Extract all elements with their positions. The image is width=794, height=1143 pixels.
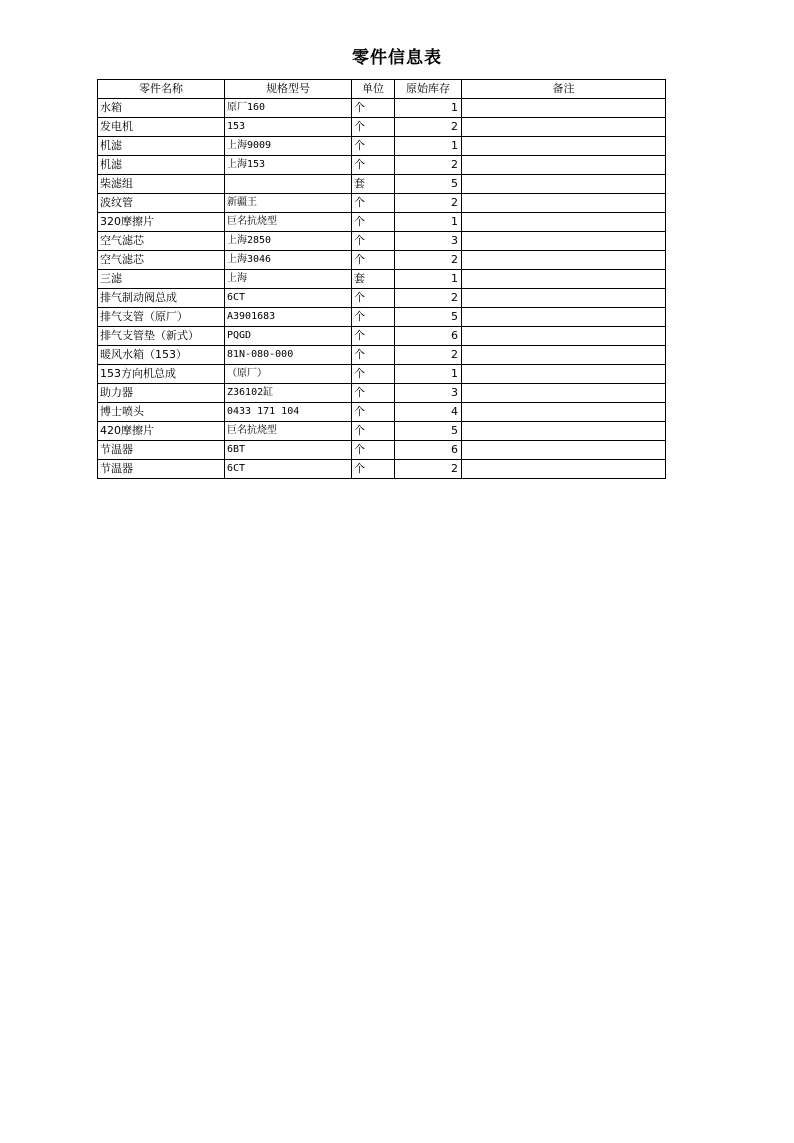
table-row — [98, 137, 666, 156]
cell-name: 153方向机总成 — [98, 365, 225, 384]
cell-spec: 6BT — [225, 441, 352, 460]
cell-name: 排气支管垫（新式） — [98, 327, 225, 346]
table-row — [98, 270, 666, 289]
table-row — [98, 422, 666, 441]
cell-name: 排气制动阀总成 — [98, 289, 225, 308]
cell-unit: 个 — [352, 156, 395, 175]
cell-name: 博士喷头 — [98, 403, 225, 422]
cell-name: 发电机 — [98, 118, 225, 137]
table-header-row — [98, 80, 666, 99]
cell-note — [462, 422, 666, 441]
table-row — [98, 99, 666, 118]
column-header-stock: 原始库存 — [395, 80, 462, 99]
cell-note — [462, 346, 666, 365]
cell-name: 排气支管（原厂） — [98, 308, 225, 327]
table-row — [98, 289, 666, 308]
table-row — [98, 365, 666, 384]
cell-note — [462, 289, 666, 308]
cell-stock: 5 — [395, 308, 462, 327]
cell-stock: 1 — [395, 365, 462, 384]
cell-stock: 1 — [395, 99, 462, 118]
table-row — [98, 118, 666, 137]
cell-spec: 巨名抗烧型 — [225, 422, 352, 441]
cell-spec: 原厂160 — [225, 99, 352, 118]
cell-name: 420摩擦片 — [98, 422, 225, 441]
table-row — [98, 327, 666, 346]
cell-unit: 个 — [352, 213, 395, 232]
cell-stock: 4 — [395, 403, 462, 422]
cell-name: 水箱 — [98, 99, 225, 118]
cell-note — [462, 156, 666, 175]
table-row — [98, 308, 666, 327]
cell-note — [462, 175, 666, 194]
cell-note — [462, 194, 666, 213]
cell-note — [462, 232, 666, 251]
cell-unit: 个 — [352, 137, 395, 156]
cell-unit: 个 — [352, 251, 395, 270]
cell-note — [462, 213, 666, 232]
cell-spec: Z36102缸 — [225, 384, 352, 403]
cell-unit: 个 — [352, 384, 395, 403]
table-row — [98, 384, 666, 403]
table-row — [98, 175, 666, 194]
table-row — [98, 251, 666, 270]
cell-unit: 个 — [352, 403, 395, 422]
cell-note — [462, 270, 666, 289]
cell-unit: 个 — [352, 194, 395, 213]
cell-stock: 6 — [395, 441, 462, 460]
cell-note — [462, 137, 666, 156]
cell-spec: 0433 171 104 — [225, 403, 352, 422]
cell-spec: 6CT — [225, 289, 352, 308]
cell-unit: 个 — [352, 441, 395, 460]
cell-note — [462, 365, 666, 384]
cell-spec: 上海153 — [225, 156, 352, 175]
cell-unit: 个 — [352, 232, 395, 251]
cell-name: 波纹管 — [98, 194, 225, 213]
cell-spec: 新疆王 — [225, 194, 352, 213]
cell-note — [462, 403, 666, 422]
cell-unit: 个 — [352, 327, 395, 346]
cell-name: 暖风水箱（153） — [98, 346, 225, 365]
cell-unit: 个 — [352, 460, 395, 479]
cell-unit: 个 — [352, 99, 395, 118]
cell-spec: 153 — [225, 118, 352, 137]
cell-stock: 2 — [395, 289, 462, 308]
cell-stock: 2 — [395, 251, 462, 270]
cell-unit: 个 — [352, 308, 395, 327]
cell-stock: 2 — [395, 118, 462, 137]
table-row — [98, 346, 666, 365]
cell-spec: 上海3046 — [225, 251, 352, 270]
cell-name: 助力器 — [98, 384, 225, 403]
cell-unit: 套 — [352, 270, 395, 289]
cell-spec: A3901683 — [225, 308, 352, 327]
cell-spec: PQGD — [225, 327, 352, 346]
cell-note — [462, 384, 666, 403]
cell-spec: 上海 — [225, 270, 352, 289]
table-row — [98, 194, 666, 213]
cell-unit: 个 — [352, 346, 395, 365]
cell-note — [462, 118, 666, 137]
table-row — [98, 232, 666, 251]
table-row — [98, 441, 666, 460]
column-header-note: 备注 — [462, 80, 666, 99]
cell-spec: 上海9009 — [225, 137, 352, 156]
cell-name: 空气滤芯 — [98, 232, 225, 251]
cell-stock: 2 — [395, 460, 462, 479]
cell-spec: 巨名抗烧型 — [225, 213, 352, 232]
cell-stock: 5 — [395, 175, 462, 194]
cell-stock: 2 — [395, 194, 462, 213]
table-row — [98, 460, 666, 479]
cell-spec — [225, 175, 352, 194]
cell-spec: 81N-080-000 — [225, 346, 352, 365]
cell-note — [462, 308, 666, 327]
cell-stock: 2 — [395, 156, 462, 175]
parts-table — [97, 79, 666, 479]
cell-note — [462, 327, 666, 346]
cell-stock: 2 — [395, 346, 462, 365]
cell-stock: 6 — [395, 327, 462, 346]
cell-stock: 3 — [395, 384, 462, 403]
cell-name: 柴滤组 — [98, 175, 225, 194]
cell-unit: 个 — [352, 289, 395, 308]
cell-name: 节温器 — [98, 460, 225, 479]
cell-stock: 1 — [395, 213, 462, 232]
cell-unit: 个 — [352, 365, 395, 384]
cell-name: 节温器 — [98, 441, 225, 460]
page-title: 零件信息表 — [352, 48, 442, 68]
column-header-name: 零件名称 — [98, 80, 225, 99]
cell-stock: 3 — [395, 232, 462, 251]
cell-note — [462, 460, 666, 479]
cell-unit: 个 — [352, 422, 395, 441]
cell-note — [462, 251, 666, 270]
cell-stock: 1 — [395, 137, 462, 156]
cell-name: 机滤 — [98, 156, 225, 175]
cell-name: 空气滤芯 — [98, 251, 225, 270]
cell-name: 机滤 — [98, 137, 225, 156]
table-body — [98, 99, 666, 479]
cell-spec: 上海2850 — [225, 232, 352, 251]
table-row — [98, 403, 666, 422]
column-header-spec: 规格型号 — [225, 80, 352, 99]
cell-unit: 套 — [352, 175, 395, 194]
cell-spec: 6CT — [225, 460, 352, 479]
cell-name: 320摩擦片 — [98, 213, 225, 232]
cell-note — [462, 99, 666, 118]
cell-name: 三滤 — [98, 270, 225, 289]
cell-stock: 5 — [395, 422, 462, 441]
cell-stock: 1 — [395, 270, 462, 289]
table-row — [98, 156, 666, 175]
cell-note — [462, 441, 666, 460]
column-header-unit: 单位 — [352, 80, 395, 99]
cell-unit: 个 — [352, 118, 395, 137]
cell-spec: （原厂） — [225, 365, 352, 384]
table-row — [98, 213, 666, 232]
